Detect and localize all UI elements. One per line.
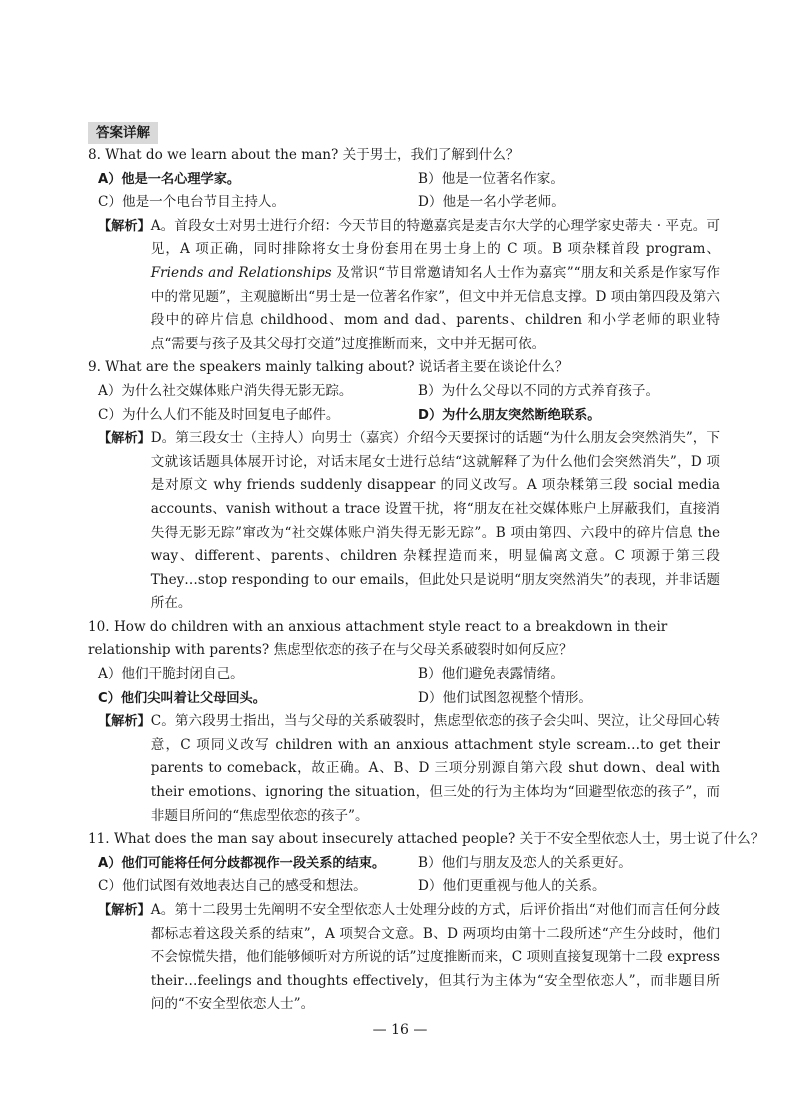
- option: C）他们试图有效地表达自己的感受和想法。: [98, 878, 367, 895]
- explanation-tag: 【解析】: [98, 218, 151, 234]
- option: C）他是一个电台节目主持人。: [98, 194, 286, 211]
- question-block: [88, 828, 765, 1017]
- option-correct: A）他们可能将任何分歧都视作一段关系的结束。: [98, 855, 386, 871]
- option: B）为什么父母以不同的方式养育孩子。: [418, 382, 660, 399]
- options: [98, 380, 720, 427]
- explanation: [98, 899, 720, 1017]
- answer-content: [88, 144, 765, 1017]
- option-correct: A）他是一名心理学家。: [98, 171, 241, 187]
- question-text: 11. What does the man say about insecurely attached people? 关于不安全型依恋人士，男士说了什么？: [88, 831, 765, 848]
- explanation-text: [151, 215, 720, 357]
- option: D）他们更重视与他人的关系。: [418, 878, 606, 895]
- question-text: 10. How do children with an anxious attachment style react to a breakdown in their relationship with parents? 焦虑型依恋的孩子在与父母关系破裂时如何反应？: [88, 618, 668, 659]
- question-block: [88, 144, 720, 356]
- option: D）他是一名小学老师。: [418, 194, 565, 211]
- option-correct: D）为什么朋友突然断绝联系。: [418, 407, 601, 423]
- explanation-tag: 【解析】: [98, 714, 151, 730]
- option: C）为什么人们不能及时回复电子邮件。: [98, 406, 340, 423]
- page-number: — 16 —: [372, 1022, 428, 1038]
- explanation-text: C。第六段男士指出，当与父母的关系破裂时，焦虑型依恋的孩子会尖叫、哭泣，让父母回心转意，C 项同义改写 children with an anxious attachment style scream…to get their parents to comeback，故正确。A、B、D 三项分别源自第六段 shut down、deal with their emotions、ignoring the situation，但三处的行为主体均为“回避型依恋的孩子”，而非题目所问的“焦虑型依恋的孩子”。: [150, 713, 720, 824]
- question-block: [88, 616, 720, 828]
- explanation-part: A。首段女士对男士进行介绍：今天节目的特邀嘉宾是麦吉尔大学的心理学家史蒂夫 · 平克。可见，A 项正确，同时排除将女士身份套用在男士身上的 C 项。B 项杂糅首段 program、: [150, 217, 720, 258]
- option: B）他们与朋友及恋人的关系更好。: [418, 854, 632, 871]
- question-block: [88, 356, 720, 616]
- options: [98, 663, 720, 710]
- option: B）他们避免表露情绪。: [418, 666, 564, 683]
- explanation-tag: 【解析】: [98, 431, 151, 447]
- option: A）他们干脆封闭自己。: [98, 666, 244, 683]
- explanation: [98, 215, 720, 357]
- question-text: 9. What are the speakers mainly talking about? 说话者主要在谈论什么？: [88, 359, 569, 376]
- section-tag: 答案详解: [88, 122, 158, 144]
- explanation-tag: 【解析】: [98, 903, 151, 918]
- options: [98, 168, 720, 215]
- option: D）他们试图忽视整个情形。: [418, 689, 593, 706]
- explanation: [98, 710, 720, 828]
- program-title: Friends and Relationships: [150, 264, 332, 281]
- option: B）他是一位著名作家。: [418, 170, 564, 187]
- option-correct: C）他们尖叫着让父母回头。: [98, 690, 266, 706]
- explanation-text: D。第三段女士（主持人）向男士（嘉宾）介绍今天要探讨的话题“为什么朋友会突然消失”，下文就该话题具体展开讨论，对话末尾女士进行总结“这就解释了为什么他们会突然消失”，D 项是对原文 why friends suddenly disappear 的同义改写。A 项杂糅第三段 social media accounts、vanish without a trace 设置干扰，将“朋友在社交媒体账户上屏蔽我们，直接消失得无影无踪”窜改为“社交媒体账户消失得无影无踪”。B 项由第四、六段中的碎片信息 the way、different、parents、children 杂糅捏造而来，明显偏离文意。C 项源于第三段 They…stop responding to our emails，但此处只是说明“朋友突然消失”的表现，并非话题所在。: [150, 430, 720, 612]
- options: [98, 852, 720, 899]
- explanation-part: 及常识“节目常邀请知名人士作为嘉宾”“朋友和关系是作家写作中的常见题”，主观臆断出“男士是一位著名作家”，但文中并无信息支撑。D 项由第四段及第六段中的碎片信息 childhood、mom and dad、parents、children 和小学老师的职业特点“需要与孩子及其父母打交道”过度推断而来，文中并无据可依。: [150, 264, 721, 352]
- question-text: 8. What do we learn about the man? 关于男士，我们了解到什么？: [88, 147, 520, 163]
- explanation: [98, 427, 720, 616]
- explanation-text: A。第十二段男士先阐明不安全型依恋人士处理分歧的方式，后评价指出“对他们而言任何分歧都标志着这段关系的结束”，A 项契合文意。B、D 两项均由第十二段所述“产生分歧时，他们不会惊慌失措，他们能够倾听对方所说的话”过度推断而来，C 项则直接复现第十二段 express their…feelings and thoughts effectively，但其行为主体为“安全型依恋人”，而非题目所问的“不安全型依恋人士”。: [150, 902, 720, 1013]
- option: A）为什么社交媒体账户消失得无影无踪。: [98, 382, 353, 399]
